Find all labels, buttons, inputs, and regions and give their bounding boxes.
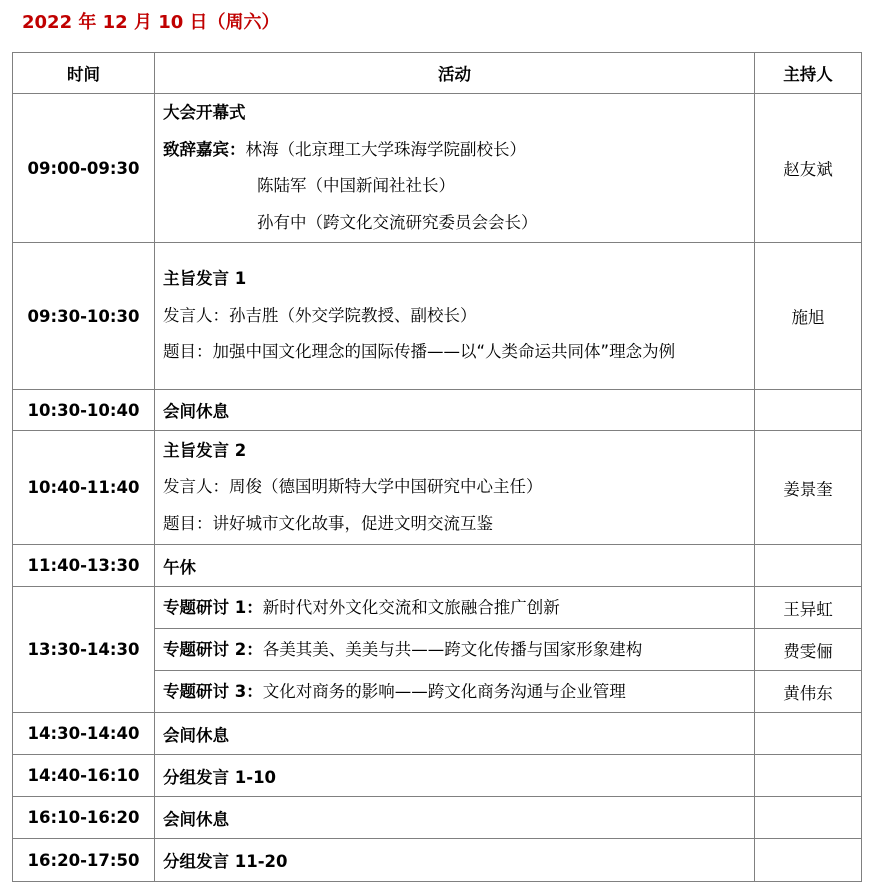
schedule-table: [12, 52, 862, 882]
group1-label: 分组发言 1-10: [155, 755, 755, 797]
opening-title: 大会开幕式: [163, 103, 246, 122]
break1-label: 会间休息: [155, 390, 755, 431]
page-heading: 2022 年 12 月 10 日（周六）: [22, 12, 280, 33]
keynote1-host: 施旭: [755, 243, 862, 390]
seminar-topic: 文化对商务的影响——跨文化商务沟通与企业管理: [262, 681, 626, 701]
break2-row: [13, 713, 862, 755]
opening-activity: [155, 94, 755, 243]
seminar-item: [155, 587, 755, 629]
keynote1-time: 09:30-10:30: [13, 243, 155, 390]
column-header-activity: 活动: [155, 53, 755, 94]
keynote2-host: 姜景奎: [755, 431, 862, 545]
group1-row: [13, 755, 862, 797]
break3-row: [13, 797, 862, 839]
break3-host: [755, 797, 862, 839]
break2-time: 14:30-14:40: [13, 713, 155, 755]
keynote1-title: 主旨发言 1: [163, 269, 247, 289]
break2-host: [755, 713, 862, 755]
seminar-host: 费雯俪: [755, 629, 862, 671]
keynote2-title: 主旨发言 2: [163, 440, 247, 460]
guest-3: 孙有中（跨文化交流研究委员会会长）: [257, 212, 538, 232]
group2-label: 分组发言 11-20: [155, 839, 755, 882]
seminar-label: 专题研讨 1：: [163, 597, 263, 617]
keynote2-topic: 题目：讲好城市文化故事，促进文明交流互鉴: [163, 513, 493, 533]
guest-line: [163, 132, 750, 169]
seminar-item: [155, 671, 755, 713]
keynote1-activity: [155, 243, 755, 390]
seminar-topic: 新时代对外文化交流和文旅融合推广创新: [262, 597, 560, 617]
column-header-host: 主持人: [755, 53, 862, 94]
guests-label: 致辞嘉宾：: [163, 139, 246, 159]
break2-label: 会间休息: [155, 713, 755, 755]
opening-host: 赵友斌: [755, 94, 862, 243]
break1-row: [13, 390, 862, 431]
keynote2-row: [13, 431, 862, 545]
opening-time: 09:00-09:30: [13, 94, 155, 243]
group2-row: [13, 839, 862, 882]
guest-1: 林海（北京理工大学珠海学院副校长）: [245, 139, 526, 159]
keynote2-speaker: 发言人：周俊（德国明斯特大学中国研究中心主任）: [163, 477, 543, 497]
keynote1-row: [13, 243, 862, 390]
guest-2: 陈陆军（中国新闻社社长）: [257, 176, 455, 195]
group2-host: [755, 839, 862, 882]
break3-time: 16:10-16:20: [13, 797, 155, 839]
keynote1-speaker: 发言人：孙吉胜（外交学院教授、副校长）: [163, 305, 477, 325]
seminar-label: 专题研讨 2：: [163, 639, 263, 659]
group2-time: 16:20-17:50: [13, 839, 155, 882]
break1-time: 10:30-10:40: [13, 390, 155, 431]
seminar-row: [13, 587, 862, 629]
lunch-row: [13, 545, 862, 587]
seminar-host: 黄伟东: [755, 671, 862, 713]
group1-time: 14:40-16:10: [13, 755, 155, 797]
opening-row: [13, 94, 862, 243]
column-header-time: 时间: [13, 53, 155, 94]
break1-host: [755, 390, 862, 431]
keynote1-topic: 题目：加强中国文化理念的国际传播——以“人类命运共同体”理念为例: [163, 342, 676, 362]
seminar-host: 王异虹: [755, 587, 862, 629]
seminar-topic: 各美其美、美美与共——跨文化传播与国家形象建构: [262, 639, 643, 659]
lunch-label: 午休: [155, 545, 755, 587]
break3-label: 会间休息: [155, 797, 755, 839]
lunch-time: 11:40-13:30: [13, 545, 155, 587]
keynote2-time: 10:40-11:40: [13, 431, 155, 545]
keynote2-activity: [155, 431, 755, 545]
lunch-host: [755, 545, 862, 587]
seminar-item: [155, 629, 755, 671]
seminar-label: 专题研讨 3：: [163, 681, 263, 701]
seminars-time: 13:30-14:30: [13, 587, 155, 713]
group1-host: [755, 755, 862, 797]
header-row: [13, 53, 862, 94]
